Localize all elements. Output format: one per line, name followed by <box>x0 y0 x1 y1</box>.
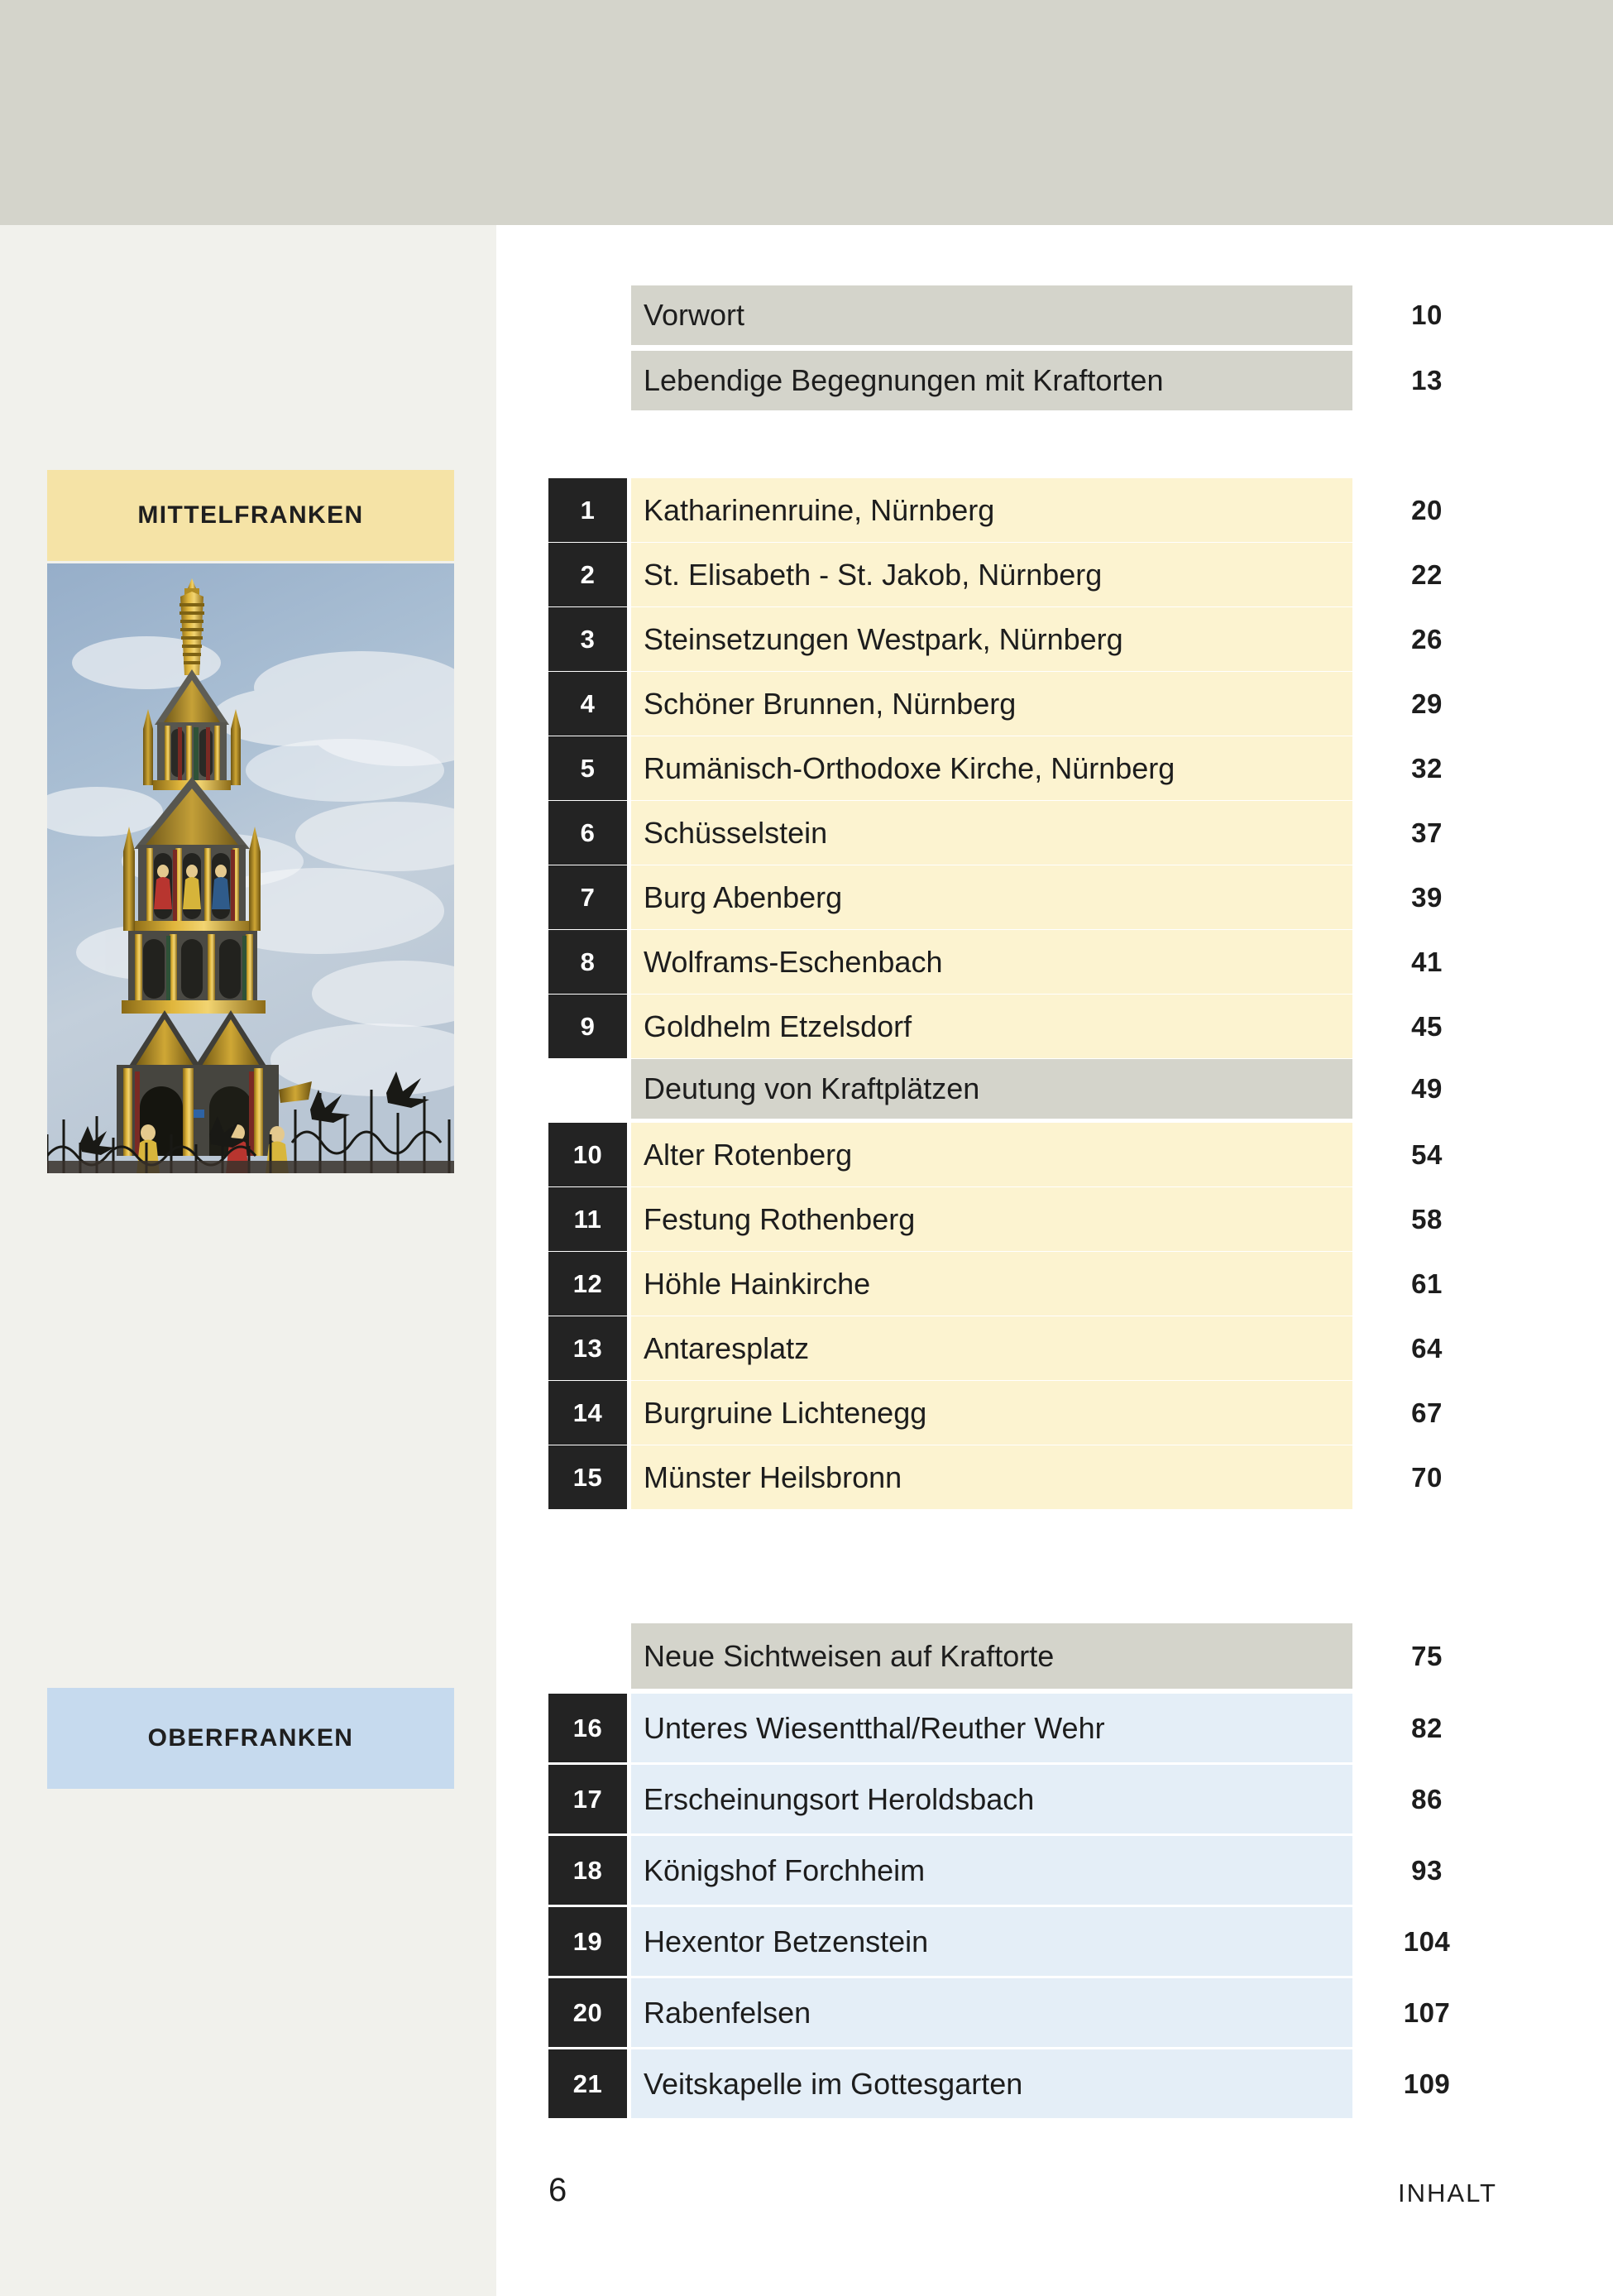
toc-entry-row[interactable] <box>0 607 1613 671</box>
toc-entry-row[interactable] <box>0 1836 1613 1905</box>
toc-entry-row[interactable] <box>0 1907 1613 1976</box>
toc-entry-page-number: 29 <box>1411 688 1443 719</box>
region-label-text: MITTELFRANKEN <box>137 501 364 529</box>
footer-section-label: INHALT <box>1398 2179 1497 2207</box>
toc-entry-number: 21 <box>548 2049 627 2118</box>
toc-entry-title[interactable]: Rabenfelsen <box>631 1978 1352 2047</box>
toc-entry-number: 12 <box>548 1252 627 1316</box>
toc-entry-title[interactable]: Münster Heilsbronn <box>631 1445 1352 1509</box>
toc-entry-page-number: 82 <box>1411 1712 1443 1743</box>
toc-entry-page-number: 54 <box>1411 1138 1443 1170</box>
toc-entry-title[interactable]: Antaresplatz <box>631 1316 1352 1380</box>
toc-entry-row[interactable] <box>0 672 1613 736</box>
toc-entry-page-number: 109 <box>1403 2068 1451 2099</box>
toc-entry-number: 19 <box>548 1907 627 1976</box>
toc-entry-page-number: 45 <box>1411 1010 1443 1042</box>
toc-entry-page-number: 67 <box>1411 1397 1443 1428</box>
toc-entry-number: 3 <box>548 607 627 671</box>
toc-entry-number: 2 <box>548 543 627 606</box>
toc-section-row[interactable] <box>0 1623 1613 1689</box>
toc-entry-row[interactable] <box>0 1187 1613 1251</box>
toc-entry-row[interactable] <box>0 865 1613 929</box>
toc-entry-title[interactable]: Königshof Forchheim <box>631 1836 1352 1905</box>
toc-entry-title[interactable]: Alter Rotenberg <box>631 1123 1352 1186</box>
toc-entry-row[interactable] <box>0 1252 1613 1316</box>
toc-entry-page-number: 58 <box>1411 1203 1443 1234</box>
toc-entry-title[interactable]: Burgruine Lichtenegg <box>631 1381 1352 1445</box>
toc-entry-title[interactable]: Unteres Wiesentthal/Reuther Wehr <box>631 1694 1352 1762</box>
toc-entry-number: 11 <box>548 1187 627 1251</box>
toc-entry-title[interactable]: St. Elisabeth - St. Jakob, Nürnberg <box>631 543 1352 606</box>
toc-entry-page-number: 70 <box>1411 1461 1443 1493</box>
toc-entry-number: 6 <box>548 801 627 865</box>
toc-entry-number: 16 <box>548 1694 627 1762</box>
toc-entry-page-number: 49 <box>1411 1073 1443 1104</box>
toc-entry-number: 5 <box>548 736 627 800</box>
toc-entry-number: 18 <box>548 1836 627 1905</box>
toc-entry-title[interactable]: Burg Abenberg <box>631 865 1352 929</box>
toc-entry-row[interactable] <box>0 478 1613 542</box>
toc-entry-page-number: 37 <box>1411 817 1443 848</box>
toc-section-row[interactable] <box>0 351 1613 410</box>
toc-entry-title[interactable]: Vorwort <box>631 285 1352 345</box>
toc-entry-page-number: 107 <box>1403 1996 1451 2028</box>
toc-entry-title[interactable]: Schöner Brunnen, Nürnberg <box>631 672 1352 736</box>
footer-page-number: 6 <box>548 2172 567 2208</box>
toc-entry-row[interactable] <box>0 543 1613 606</box>
toc-entry-page-number: 41 <box>1411 946 1443 977</box>
toc-entry-title[interactable]: Höhle Hainkirche <box>631 1252 1352 1316</box>
toc-entry-number: 8 <box>548 930 627 994</box>
toc-entry-page-number: 32 <box>1411 752 1443 784</box>
toc-entry-page-number: 20 <box>1411 494 1443 525</box>
toc-entry-page-number: 61 <box>1411 1268 1443 1299</box>
toc-entry-number: 15 <box>548 1445 627 1509</box>
toc-entry-title[interactable]: Rumänisch-Orthodoxe Kirche, Nürnberg <box>631 736 1352 800</box>
toc-entry-number: 9 <box>548 995 627 1058</box>
toc-entry-row[interactable] <box>0 995 1613 1058</box>
toc-entry-title[interactable]: Neue Sichtweisen auf Kraftorte <box>631 1623 1352 1689</box>
toc-entry-number: 7 <box>548 865 627 929</box>
toc-entry-row[interactable] <box>0 1445 1613 1509</box>
toc-entry-row[interactable] <box>0 2049 1613 2118</box>
toc-entry-page-number: 75 <box>1411 1640 1443 1671</box>
toc-entry-page-number: 13 <box>1411 365 1443 395</box>
toc-entry-row[interactable] <box>0 1123 1613 1186</box>
toc-entry-page-number: 86 <box>1411 1783 1443 1814</box>
toc-entry-row[interactable] <box>0 1316 1613 1380</box>
toc-entry-page-number: 93 <box>1411 1854 1443 1886</box>
toc-section-row[interactable] <box>0 1059 1613 1119</box>
toc-entry-row[interactable] <box>0 801 1613 865</box>
toc-entry-number: 13 <box>548 1316 627 1380</box>
toc-entry-title[interactable]: Goldhelm Etzelsdorf <box>631 995 1352 1058</box>
toc-entry-title[interactable]: Steinsetzungen Westpark, Nürnberg <box>631 607 1352 671</box>
toc-entry-title[interactable]: Festung Rothenberg <box>631 1187 1352 1251</box>
toc-entry-page-number: 26 <box>1411 623 1443 654</box>
toc-entry-title[interactable]: Wolframs-Eschenbach <box>631 930 1352 994</box>
toc-entry-number: 10 <box>548 1123 627 1186</box>
toc-entry-page-number: 39 <box>1411 881 1443 913</box>
toc-entry-row[interactable] <box>0 1978 1613 2047</box>
toc-entry-number: 1 <box>548 478 627 542</box>
toc-entry-title[interactable]: Hexentor Betzenstein <box>631 1907 1352 1976</box>
toc-entry-title[interactable]: Schüsselstein <box>631 801 1352 865</box>
toc-entry-page-number: 64 <box>1411 1332 1443 1364</box>
toc-entry-number: 14 <box>548 1381 627 1445</box>
toc-entry-row[interactable] <box>0 1381 1613 1445</box>
toc-entry-row[interactable] <box>0 1694 1613 1762</box>
toc-entry-title[interactable]: Deutung von Kraftplätzen <box>631 1059 1352 1119</box>
toc-entry-title[interactable]: Lebendige Begegnungen mit Kraftorten <box>631 351 1352 410</box>
toc-entry-title[interactable]: Katharinenruine, Nürnberg <box>631 478 1352 542</box>
toc-entry-number: 4 <box>548 672 627 736</box>
toc-entry-number: 17 <box>548 1765 627 1833</box>
region-label-text: OBERFRANKEN <box>147 1724 354 1752</box>
toc-entry-row[interactable] <box>0 930 1613 994</box>
toc-entry-page-number: 104 <box>1403 1925 1451 1957</box>
toc-entry-page-number: 10 <box>1411 300 1443 330</box>
toc-entry-row[interactable] <box>0 736 1613 800</box>
toc-entry-row[interactable] <box>0 1765 1613 1833</box>
toc-entry-title[interactable]: Veitskapelle im Gottesgarten <box>631 2049 1352 2118</box>
toc-entry-title[interactable]: Erscheinungsort Heroldsbach <box>631 1765 1352 1833</box>
toc-entry-page-number: 22 <box>1411 558 1443 590</box>
toc-section-row[interactable] <box>0 285 1613 345</box>
toc-entry-number: 20 <box>548 1978 627 2047</box>
